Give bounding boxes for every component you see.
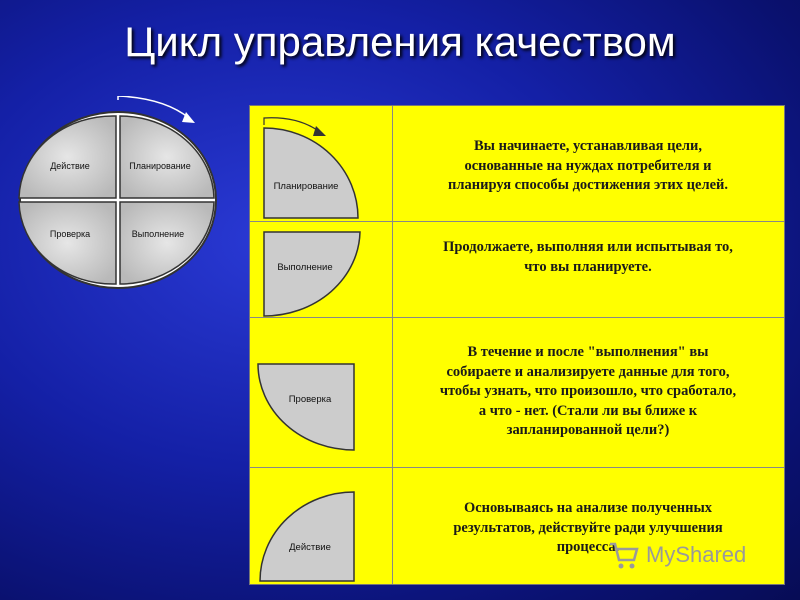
cart-icon	[608, 540, 640, 570]
cycle-segment-action	[19, 116, 116, 198]
do-description	[398, 238, 778, 277]
text-line: а что - нет. (Стали ли вы ближе к	[478, 402, 698, 419]
do-quarter-shape	[250, 222, 392, 317]
plan-shape-label: Планирование	[273, 181, 339, 192]
cycle-segment-do	[120, 202, 214, 284]
watermark-text: MyShared	[646, 542, 747, 567]
plan-quarter-shape	[250, 106, 392, 221]
plan-description	[398, 137, 778, 196]
check-description	[398, 343, 778, 441]
table-row-check	[250, 318, 784, 468]
text-line: собираете и анализируете данные для того,	[446, 363, 730, 380]
cycle-label-plan: Планирование	[129, 161, 191, 171]
text-line: Основываясь на анализе полученных	[463, 500, 713, 516]
slide-title: Цикл управления качеством	[124, 18, 676, 65]
pdca-table	[249, 105, 785, 585]
text-line: чтобы узнать, что произошло, что сработало,	[439, 383, 737, 399]
table-row-plan	[250, 106, 784, 222]
check-quarter-shape	[250, 318, 392, 467]
pdca-cycle-diagram	[14, 96, 224, 296]
text-line: Продолжаете, выполняя или испытывая то,	[443, 239, 733, 255]
watermark	[608, 538, 768, 572]
text-line: основанные на нуждах потребителя и	[464, 157, 712, 174]
cycle-label-action: Действие	[50, 161, 90, 171]
text-line: процесса.	[556, 539, 620, 555]
text-line: что вы планируете.	[524, 258, 652, 275]
do-shape-label: Выполнение	[277, 262, 333, 273]
cycle-segment-plan	[120, 116, 214, 198]
plan-arrow-icon	[313, 126, 326, 136]
cycle-segment-check	[19, 202, 116, 284]
cycle-label-check: Проверка	[49, 229, 91, 239]
text-line: планируя способы достижения этих целей.	[448, 177, 728, 193]
check-shape-label: Проверка	[288, 394, 332, 405]
act-quarter-shape	[250, 468, 392, 584]
table-row-do	[250, 222, 784, 318]
text-line: Вы начинаете, устанавливая цели,	[474, 138, 702, 154]
cycle-label-do: Выполнение	[131, 229, 185, 239]
text-line: запланированной цели?)	[506, 422, 670, 438]
text-line: В течение и после "выполнения" вы	[467, 344, 709, 360]
text-line: результатов, действуйте ради улучшения	[453, 519, 723, 536]
act-shape-label: Действие	[289, 542, 331, 553]
